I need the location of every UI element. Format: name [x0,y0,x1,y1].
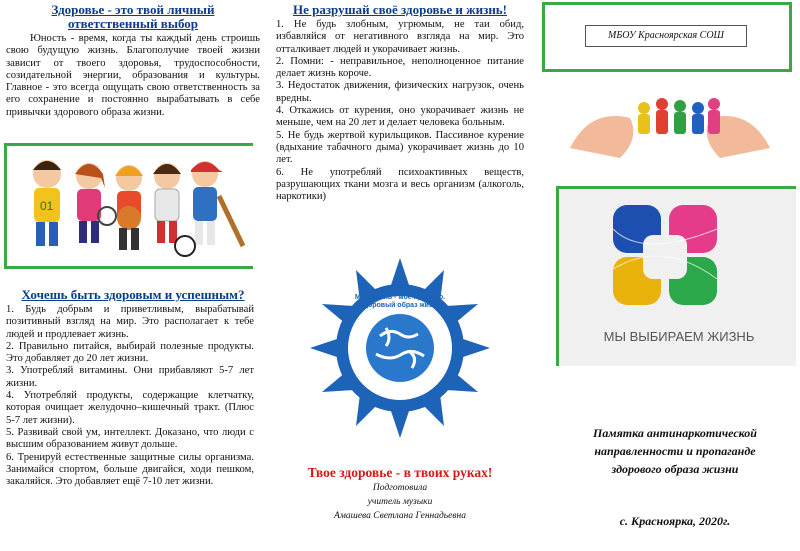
child-figure-2 [75,163,116,243]
heading-dont-destroy: Не разрушай своё здоровье и жизнь! [292,2,508,17]
prepared-name: Амашева Светлана Геннадьевна [334,511,466,521]
we-choose-life-logo-frame [556,186,796,366]
hands-illustration [570,78,770,160]
list-item: 5. Не будь жертвой курильщиков. Пассивное курение (вдыхание табачного дыма) укорачивает жизнь до 10 лет. [276,129,524,166]
list-item: 2. Правильно питайся, выбирай полезные продукты. Это добавляет до 20 лет жизни. [6,340,254,365]
globe-icon [366,314,434,382]
column-middle [272,0,528,551]
healthy-tips-list [6,304,254,488]
healthy-lifestyle-emblem [310,258,490,438]
list-item: 6. Не употребляй психоактивных веществ, разрушающих ткани мозга и весь организм (алкоголь, наркотики) [276,166,524,203]
prepared-role: учитель музыки [367,497,433,507]
list-item: 6. Тренируй естественные защитные силы организма. Занимайся спортом, больше двигайся, ходи пешком, закаляйся. Это добавляет ещё 7-10 лет жизни. [6,451,254,488]
column-right [534,0,800,551]
logo-caption: МЫ ВЫБИРАЕМ ЖИЗНЬ [603,329,755,344]
list-item: 3. Недостаток движения, физических нагрузок, очень вредны. [276,80,524,104]
harm-list [276,19,524,203]
child-figure-5 [175,161,243,256]
list-item: 1. Не будь злобным, угрюмым, не таи обид, избавляйся от негативного взгляда на мир. Это отталкивает людей и укорачивает жизнь. [276,19,524,55]
list-item: 2. Помни: - неправильное, неполноценное питание делает жизнь короче. [276,55,524,80]
memo-title: Памятка антинаркотической направленности и пропаганде здорового образа жизни [593,426,757,476]
we-choose-life-logo [607,199,727,309]
school-name: МБОУ Красноярская СОШ [608,30,724,41]
intro-paragraph: Юность - время, когда ты каждый день строишь свою будущую жизнь. Благополучие твоей жизни зависит от твоего здоровья, трудоспособности, созидательной энергии, образования и культуры. Главное - это всегда ощущать свою ответственность за его сохранение и постоянно вырабатывать в себе привычки здорового образа жизни. [6,33,260,118]
heading-healthy-successful: Хочешь быть здоровым и успешным? [21,287,245,302]
heading-personal-choice: Здоровье - это твой личный ответственный выбор [51,2,215,31]
list-item: 4. Употребляй продукты, содержащие клетчатку, которая очищает желудочно–кишечный тракт. (Плюс 5-7 лет жизни). [6,390,254,426]
children-sports-illustration [7,146,253,266]
child-figure-4 [153,163,181,243]
slogan: Твое здоровье - в твоих руках! [307,465,493,480]
column-left [0,0,266,551]
child-figure-1 [33,160,61,246]
child-figure-3 [115,165,143,250]
list-item: 1. Будь добрым и приветливым, вырабатывай позитивный взгляд на мир. Это располагает к тебе людей и продлевает жизнь. [6,304,254,340]
school-name-box [585,25,747,47]
list-item: 3. Употребляй витамины. Они прибавляют 5-7 лет жизни. [6,365,254,389]
list-item: 4. Откажись от курения, оно укорачивает жизнь не меньше, чем на 20 лет и делает человека больным. [276,105,524,129]
school-banner [542,2,792,72]
svg-text:01: 01 [40,199,54,213]
kids-illustration-frame [4,143,253,269]
list-item: 5. Развивай свой ум, интеллект. Доказано, что люди с высшим образованием живут дольше. [6,426,254,451]
emblem-ring-text: Моя жизнь - мое правило. Здоровый образ жизни [354,294,446,309]
prepared-label: Подготовила [372,483,428,493]
place-year: с. Красноярка, 2020г. [619,514,731,528]
